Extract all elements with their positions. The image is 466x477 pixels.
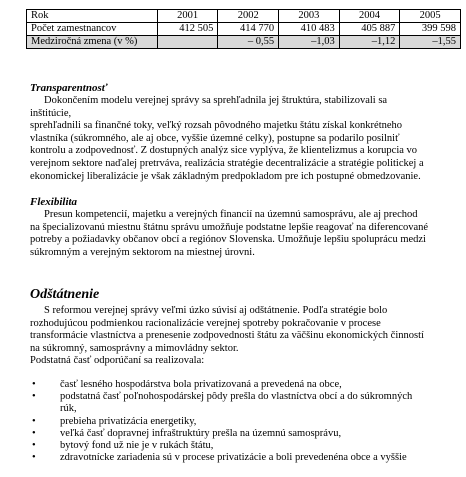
- table-cell: 405 887: [339, 23, 400, 36]
- table-cell: 2002: [218, 10, 279, 23]
- table-cell: 2003: [279, 10, 340, 23]
- bullet-icon: •: [32, 440, 36, 452]
- list-item: [30, 416, 460, 428]
- table-cell: 2004: [339, 10, 400, 23]
- text-line: Dokončením modelu verejnej správy sa sprehľadnila jej štruktúra, stabilizovali sa: [44, 95, 388, 106]
- list-item: [30, 379, 460, 391]
- bullet-icon: •: [32, 427, 36, 439]
- bullet-icon: •: [32, 415, 36, 427]
- text-line: S reformou verejnej správy veľmi úzko súvisí aj odštátnenie. Podľa stratégie bolo: [44, 305, 388, 316]
- list-item-text: zdravotnícke zariadenia sú v procese privatizácie a boli prevedenéna obce a vyššie: [60, 452, 407, 464]
- list-item-text: bytový fond už nie je v rukách štátu,: [60, 440, 214, 452]
- text-line: ekonomickej liberalizácie je však základným predpokladom pre ich postupné obmedzovanie.: [30, 170, 421, 182]
- table-header-row: [27, 10, 461, 23]
- table-row: [27, 36, 461, 49]
- table-cell: –1,12: [339, 36, 400, 49]
- list-item-text: časť lesného hospodárstva bola privatizovaná a prevedená na obce,: [60, 379, 342, 390]
- text-line: kontrolu a zodpovednosť. Z dostupných analýz sice vyplýva, že klientelizmus a korupcia vo: [30, 145, 418, 157]
- table-cell: 410 483: [279, 23, 340, 36]
- text-line: verejnom sektore naďalej pretrváva, realizácia stratégie decentralizácie a stratégie politickej a: [30, 157, 424, 169]
- section-title-odstatnenie: Odštátnenie: [30, 287, 100, 302]
- list-item: [30, 428, 460, 440]
- text-line: inštitúcie,: [30, 107, 72, 119]
- bullet-icon: •: [32, 452, 36, 464]
- list-item: [30, 452, 460, 464]
- paragraph-transparentnost: [30, 95, 460, 183]
- section-title-transparentnost: Transparentnosť: [30, 82, 108, 94]
- text-line: vlastníka (súkromného, ale aj obce, vyššie územné celky), postupne sa podarilo posilniť: [30, 132, 400, 144]
- text-line: súkromným a verejným sektorom na miestnej úrovni.: [30, 246, 255, 258]
- list-item-text: rúk,: [60, 403, 77, 415]
- text-line: na špecializovanú miestnu štátnu správu umožňuje podstatne lepšie reagovať na diferencované: [30, 221, 429, 233]
- table-cell: Počet zamestnancov: [27, 23, 158, 36]
- text-line: potreby a požiadavky občanov obcí a regiónov Slovenska. Umožňuje lepšiu spoluprácu medzi: [30, 234, 426, 246]
- text-line: transformácie vlastníctva a prenesenie zodpovednosti štátu za väčšinu ekonomických činností: [30, 330, 424, 342]
- table-cell: Rok: [27, 10, 158, 23]
- paragraph-flexibilita: [30, 209, 460, 259]
- bullet-list: [30, 379, 460, 464]
- table-cell: 399 598: [400, 23, 461, 36]
- table-cell: – 0,55: [218, 36, 279, 49]
- list-item: [30, 440, 460, 452]
- list-item-text: podstatná časť poľnohospodárskej pôdy prešla do vlastníctva obcí a do súkromných: [60, 391, 413, 403]
- text-line: rozhodujúcou podmienkou racionalizácie verejnej spotreby pokračovanie v procese: [30, 317, 381, 329]
- bullet-icon: •: [32, 379, 36, 390]
- text-line: Podstatná časť odporúčaní sa realizovala:: [30, 355, 205, 367]
- text-line: na súkromný, samosprávny a mimovládny sektor.: [30, 342, 239, 354]
- list-item: [30, 391, 460, 415]
- bullet-icon: •: [32, 391, 36, 403]
- table-cell: [157, 36, 218, 49]
- section-title-flexibilita: Flexibilita: [30, 196, 78, 208]
- table-cell: –1,03: [279, 36, 340, 49]
- list-item-text: veľká časť dopravnej infraštruktúry prešla na územnú samosprávu,: [60, 427, 342, 439]
- table-cell: 2001: [157, 10, 218, 23]
- table-cell: –1,55: [400, 36, 461, 49]
- text-line: Presun kompetencií, majetku a verejných financií na územnú samosprávu, ale aj prechod: [44, 209, 418, 220]
- table-cell: 2005: [400, 10, 461, 23]
- employees-table: [26, 9, 461, 49]
- table-cell: 414 770: [218, 23, 279, 36]
- table-cell: 412 505: [157, 23, 218, 36]
- list-item-text: prebieha privatizácia energetiky,: [60, 415, 197, 427]
- table-cell: Medziročná zmena (v %): [27, 36, 158, 49]
- text-line: sprehľadnili sa finančné toky, veľký rozsah pôvodného majetku štátu získal konkrétneho: [30, 120, 403, 132]
- table-row: [27, 23, 461, 36]
- paragraph-odstatnenie: [30, 305, 460, 368]
